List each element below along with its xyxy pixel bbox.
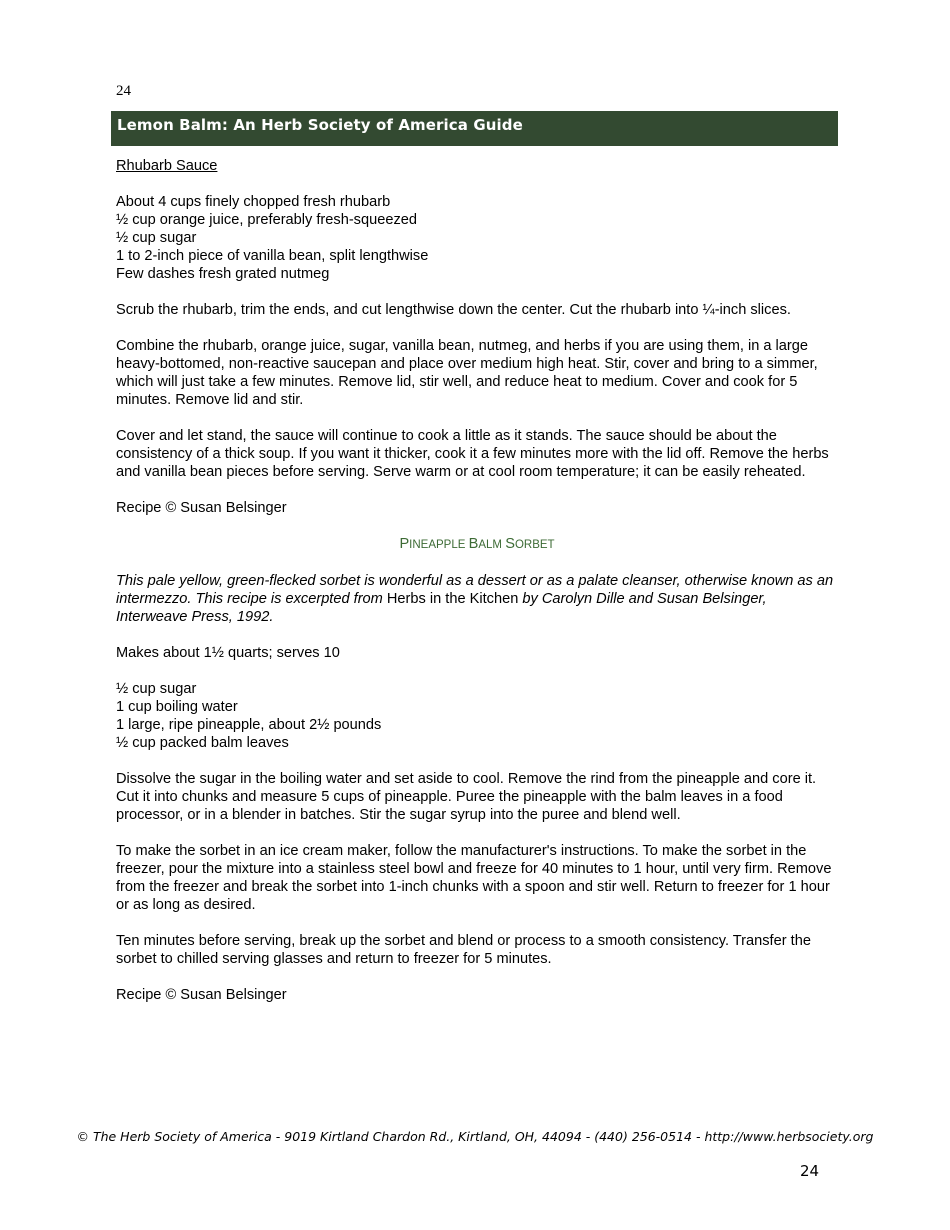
sorbet-step: Ten minutes before serving, break up the sorbet and blend or process to a smooth consistency. Transfer the sorbet to chilled serving glasses and return to freezer for 5 minutes.: [116, 933, 811, 967]
footer-text: © The Herb Society of America - 9019 Kirtland Chardon Rd., Kirtland, OH, 44094 - (440) 256-0514 - http://www.herbsociety.org: [76, 1129, 874, 1144]
sorbet-step: To make the sorbet in an ice cream maker, follow the manufacturer's instructions. To make the sorbet in the freezer, pour the mixture into a stainless steel bowl and freeze for 40 minutes to 1 hour, until very firm. Remove from the freezer and break the sorbet into 1-inch chunks with a spoon and stir well. Return to freezer for 1 hour or as long as desired.: [116, 843, 832, 913]
page-number-top: 24: [116, 83, 131, 99]
ingredient: Few dashes fresh grated nutmeg: [116, 266, 330, 282]
rhubarb-step: Cover and let stand, the sauce will continue to cook a little as it stands. The sauce should be about the consistency of a thick soup. If you want it thicker, cook it a few minutes more with the lid off. Remove the herbs and vanilla bean pieces before serving. Serve warm or at cool room temperature; it can be easily reheated.: [116, 428, 829, 480]
ingredient: 1 to 2-inch piece of vanilla bean, split lengthwise: [116, 248, 429, 264]
ingredient: 1 cup boiling water: [116, 699, 238, 715]
rhubarb-credit: Recipe © Susan Belsinger: [116, 500, 287, 516]
rhubarb-ingredients: [116, 193, 838, 283]
header-title: Lemon Balm: An Herb Society of America Guide: [117, 116, 523, 134]
sorbet-intro: This pale yellow, green-flecked sorbet is wonderful as a dessert or as a palate cleanser, otherwise known as an intermezzo. This recipe is excerpted from Herbs in the Kitchen by Carolyn Dille and Susan Belsinger, Interweave Press, 1992.: [116, 573, 834, 625]
rhubarb-title: Rhubarb Sauce: [116, 158, 218, 174]
sorbet-title: PINEAPPLE BALM SORBET: [399, 536, 555, 552]
ingredient: About 4 cups finely chopped fresh rhubarb: [116, 194, 391, 210]
page-number-bottom: 24: [800, 1162, 820, 1180]
rhubarb-step: Scrub the rhubarb, trim the ends, and cut lengthwise down the center. Cut the rhubarb into ¼-inch slices.: [116, 302, 791, 318]
ingredient: ½ cup sugar: [116, 681, 197, 697]
ingredient: ½ cup orange juice, preferably fresh-squeezed: [116, 212, 417, 228]
ingredient: 1 large, ripe pineapple, about 2½ pounds: [116, 717, 382, 733]
page-content: [116, 157, 838, 1022]
rhubarb-step: Combine the rhubarb, orange juice, sugar, vanilla bean, nutmeg, and herbs if you are using them, in a large heavy-bottomed, non-reactive saucepan and place over medium high heat. Stir, cover and bring to a simmer, which will just take a few minutes. Remove lid, stir well, and reduce heat to medium. Cover and cook for 5 minutes. Remove lid and stir.: [116, 338, 818, 408]
sorbet-credit: Recipe © Susan Belsinger: [116, 987, 287, 1003]
sorbet-ingredients: [116, 680, 838, 752]
book-title: Herbs in the Kitchen: [386, 591, 519, 607]
ingredient: ½ cup packed balm leaves: [116, 735, 289, 751]
sorbet-step: Dissolve the sugar in the boiling water and set aside to cool. Remove the rind from the pineapple and core it. Cut it into chunks and measure 5 cups of pineapple. Puree the pineapple with the balm leaves in a food processor, or in a blender in batches. Stir the sugar syrup into the puree and blend well.: [116, 771, 817, 823]
ingredient: ½ cup sugar: [116, 230, 197, 246]
header-banner: [111, 111, 838, 146]
sorbet-yield: Makes about 1½ quarts; serves 10: [116, 645, 340, 661]
